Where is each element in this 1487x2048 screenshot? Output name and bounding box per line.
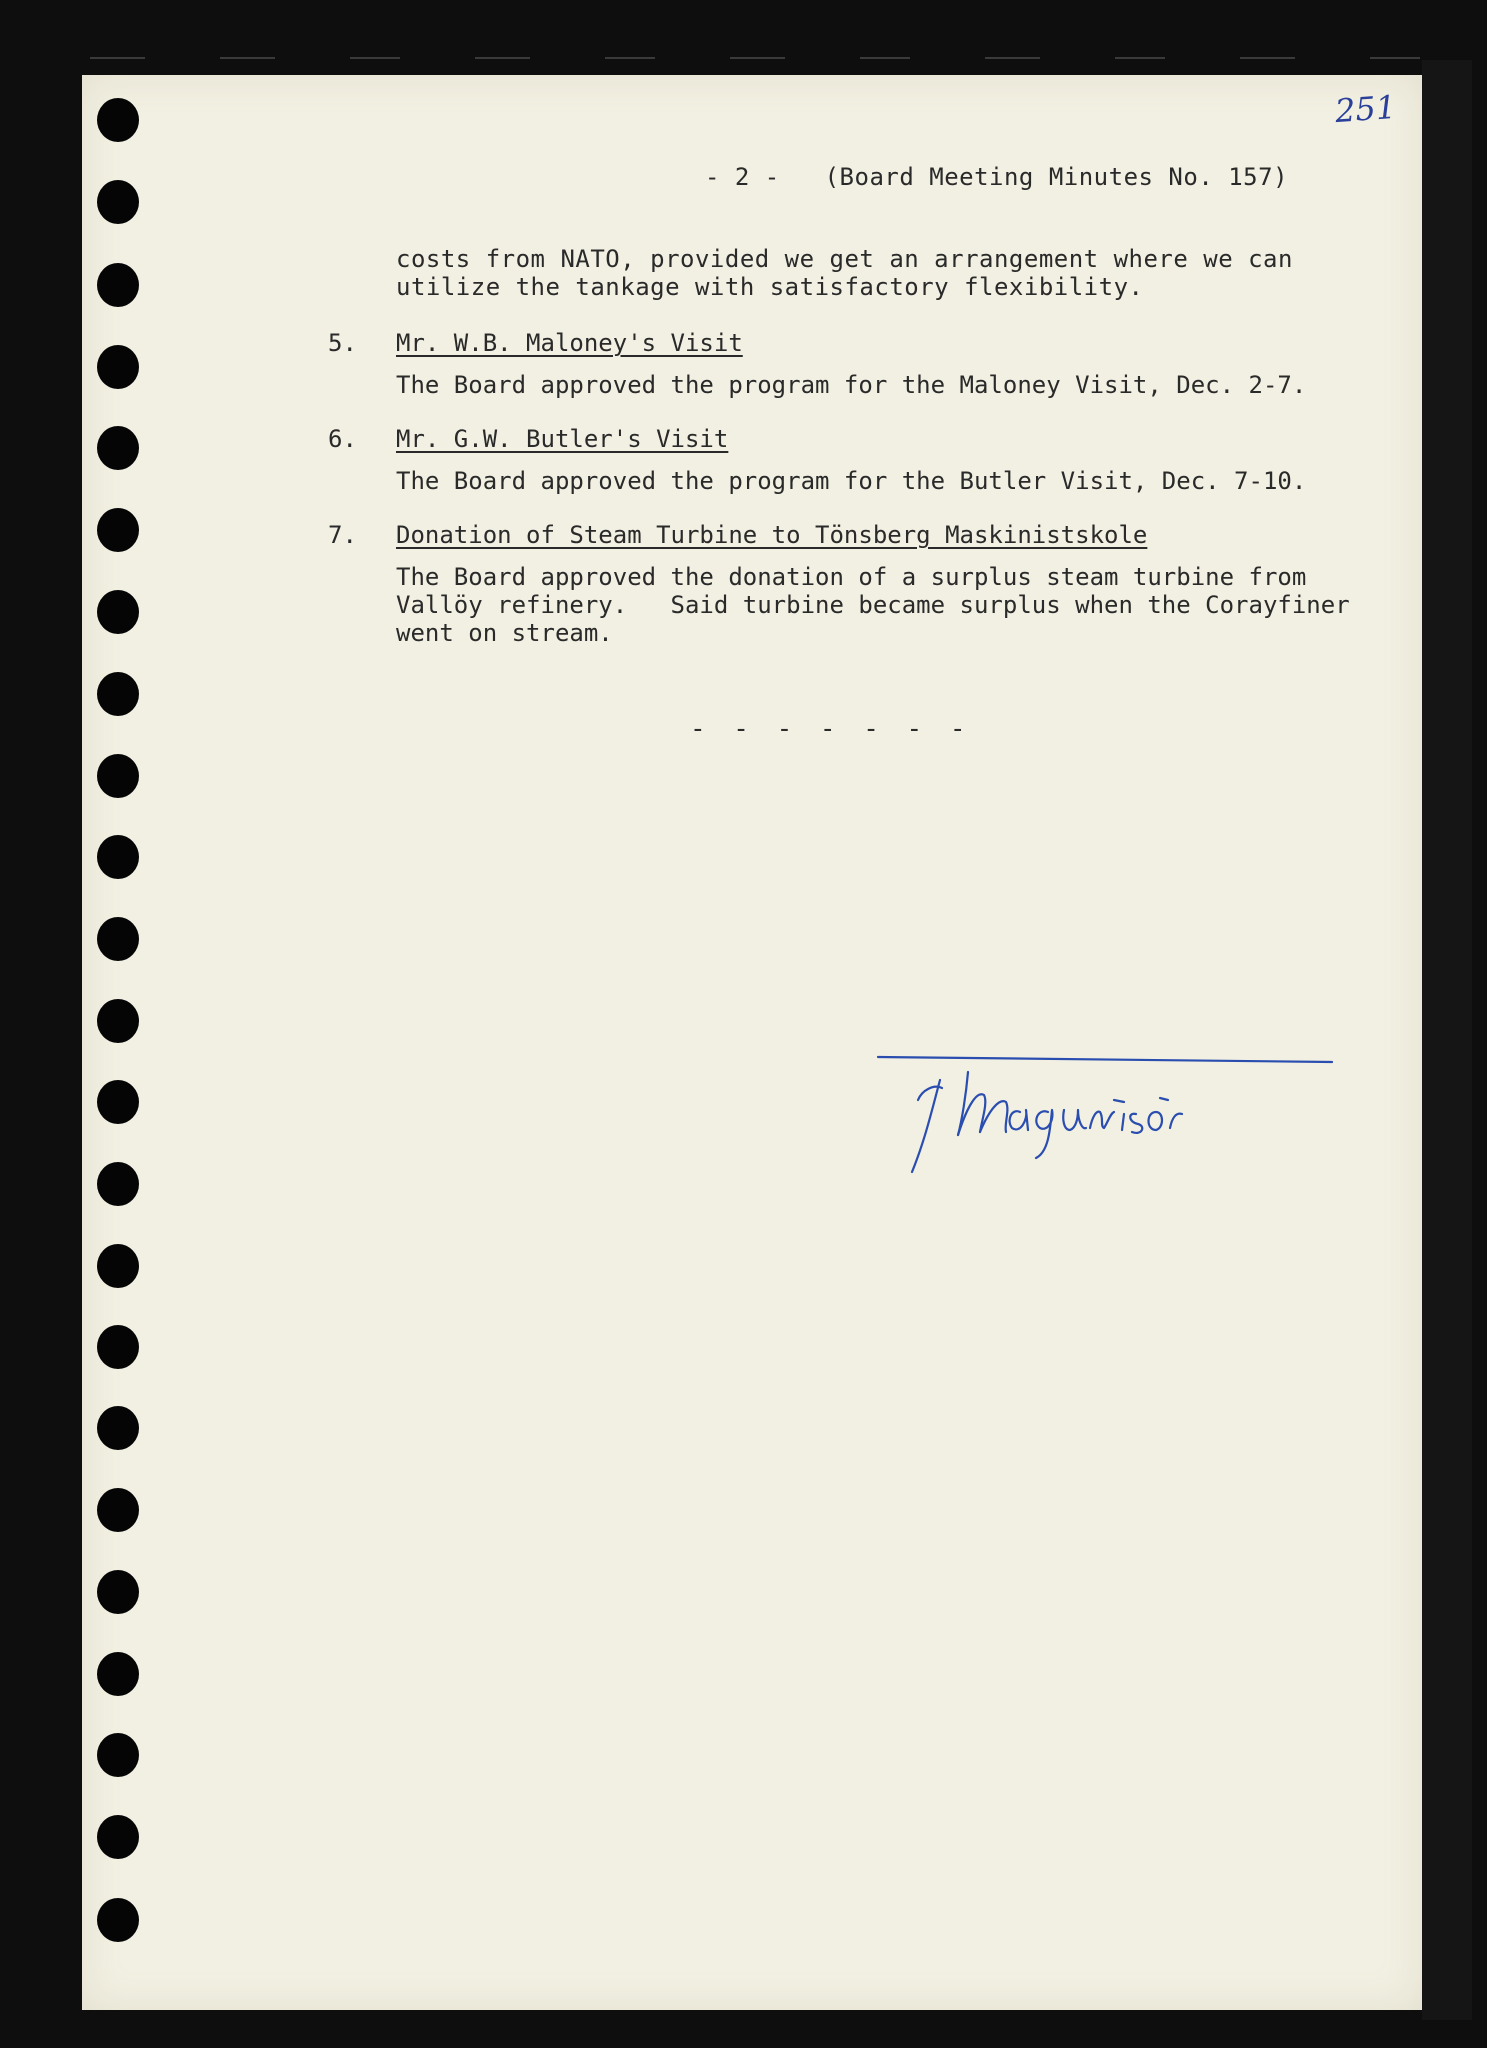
item-body-line: went on stream. [396, 619, 613, 647]
binder-hole [97, 1815, 139, 1859]
binder-hole [97, 180, 139, 224]
item-body-line: The Board approved the donation of a surplus steam turbine from [396, 563, 1307, 591]
item-body-line: Vallöy refinery. Said turbine became surplus when the Corayfiner [396, 591, 1350, 619]
top-edge-marks [0, 0, 1487, 80]
binder-hole [97, 98, 139, 142]
binder-hole [97, 263, 139, 307]
item-title: Mr. G.W. Butler's Visit [396, 425, 729, 453]
item-number: 6. [328, 425, 357, 453]
binder-hole [97, 426, 139, 470]
binder-hole [97, 1733, 139, 1777]
binder-hole [97, 1488, 139, 1532]
binder-hole [97, 1080, 139, 1124]
item-body-line: The Board approved the program for the Maloney Visit, Dec. 2-7. [396, 371, 1307, 399]
continuation-line: utilize the tankage with satisfactory flexibility. [396, 273, 1144, 301]
binder-hole [97, 1898, 139, 1942]
signature-image [870, 1040, 1340, 1180]
binder-hole [97, 917, 139, 961]
binder-hole [97, 1162, 139, 1206]
binder-hole [97, 1570, 139, 1614]
item-number: 5. [328, 329, 357, 357]
binder-hole [97, 835, 139, 879]
binder-hole [97, 1325, 139, 1369]
binder-hole [97, 754, 139, 798]
binder-hole [97, 999, 139, 1043]
item-title: Donation of Steam Turbine to Tönsberg Maskinistskole [396, 521, 1148, 549]
binder-hole [97, 590, 139, 634]
item-body-line: The Board approved the program for the Butler Visit, Dec. 7-10. [396, 467, 1307, 495]
page-number: 251 [1333, 87, 1398, 131]
binder-hole [97, 1652, 139, 1696]
item-title: Mr. W.B. Maloney's Visit [396, 329, 743, 357]
binder-hole [97, 672, 139, 716]
continuation-line: costs from NATO, provided we get an arrangement where we can [396, 245, 1293, 273]
item-number: 7. [328, 521, 357, 549]
binder-hole [97, 1244, 139, 1288]
section-separator: - - - - - - - [690, 714, 972, 744]
binder-hole [97, 345, 139, 389]
page-header: - 2 - (Board Meeting Minutes No. 157) [705, 163, 1289, 191]
binder-hole [97, 508, 139, 552]
binder-hole [97, 1406, 139, 1450]
binder-edge [1422, 60, 1472, 2020]
